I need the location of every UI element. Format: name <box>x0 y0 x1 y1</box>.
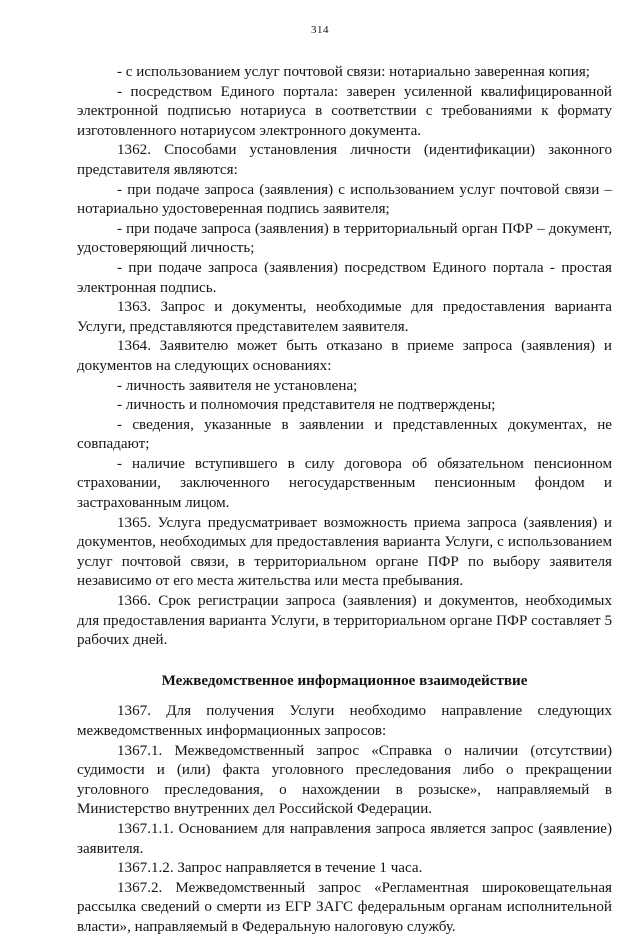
list-item: - с использованием услуг почтовой связи: нотариально заверенная копия; <box>117 64 590 80</box>
paragraph-1367-1: 1367.1. Межведомственный запрос «Справка о наличии (отсутствии) судимости и (или) факта уголовного преследования либо о прекращении уголовного преследования, о нахождении в розыске», направляемый в Министерство внутренних дел Российской Федерации. <box>77 742 612 818</box>
paragraph-1362: 1362. Способами установления личности (идентификации) законного представителя являются: <box>77 142 612 178</box>
paragraph-1367-2: 1367.2. Межведомственный запрос «Регламентная широковещательная рассылка сведений о смерти из ЕГР ЗАГС федеральным органам исполнительной власти», направляемый в Федеральную налоговую службу. <box>77 879 612 935</box>
page-number: 314 <box>311 24 329 36</box>
paragraph-1367: 1367. Для получения Услуги необходимо направление следующих межведомственных информационных запросов: <box>77 703 612 739</box>
paragraph-1367-1-2: 1367.1.2. Запрос направляется в течение 1 часа. <box>117 860 423 877</box>
list-item: - наличие вступившего в силу договора об обязательном пенсионном страховании, заключенного негосударственным пенсионным фондом и застрахованным лицом. <box>77 455 612 512</box>
paragraph-1365: 1365. Услуга предусматривает возможность приема запроса (заявления) и документов, необходимых для предоставления варианта Услуги, с использованием услуг почтовой связи, в территориальном органе ПФР по выбору заявителя независимо от его места жительства или места пребывания. <box>77 514 612 590</box>
list-item: - при подаче запроса (заявления) посредством Единого портала - простая электронная подпись. <box>77 259 612 296</box>
section-heading: Межведомственное информационное взаимодействие <box>161 672 528 689</box>
list-item: - при подаче запроса (заявления) с использованием услуг почтовой связи – нотариально удостоверенная подпись заявителя; <box>77 181 612 218</box>
list-item: - посредством Единого портала: заверен усиленной квалифицированной электронной подписью нотариуса в соответствии с требованиями к формату изготовленного нотариусом электронного документа. <box>77 83 612 139</box>
list-item: - при подаче запроса (заявления) в территориальный орган ПФР – документ, удостоверяющий личность; <box>77 220 612 257</box>
list-item: - личность и полномочия представителя не подтверждены; <box>117 397 496 414</box>
paragraph-1364: 1364. Заявителю может быть отказано в приеме запроса (заявления) и документов на следующих основаниях: <box>77 338 612 374</box>
paragraph-1363: 1363. Запрос и документы, необходимые для предоставления варианта Услуги, представляются представителем заявителя. <box>77 299 612 335</box>
document-body <box>77 63 612 938</box>
list-item: - личность заявителя не установлена; <box>117 377 358 394</box>
list-item: - сведения, указанные в заявлении и представленных документах, не совпадают; <box>77 416 612 453</box>
paragraph-1367-1-1: 1367.1.1. Основанием для направления запроса является запрос (заявление) заявителя. <box>77 820 612 857</box>
paragraph-1366: 1366. Срок регистрации запроса (заявления) и документов, необходимых для предоставления варианта Услуги, в территориальном органе ПФР составляет 5 рабочих дней. <box>77 593 612 649</box>
